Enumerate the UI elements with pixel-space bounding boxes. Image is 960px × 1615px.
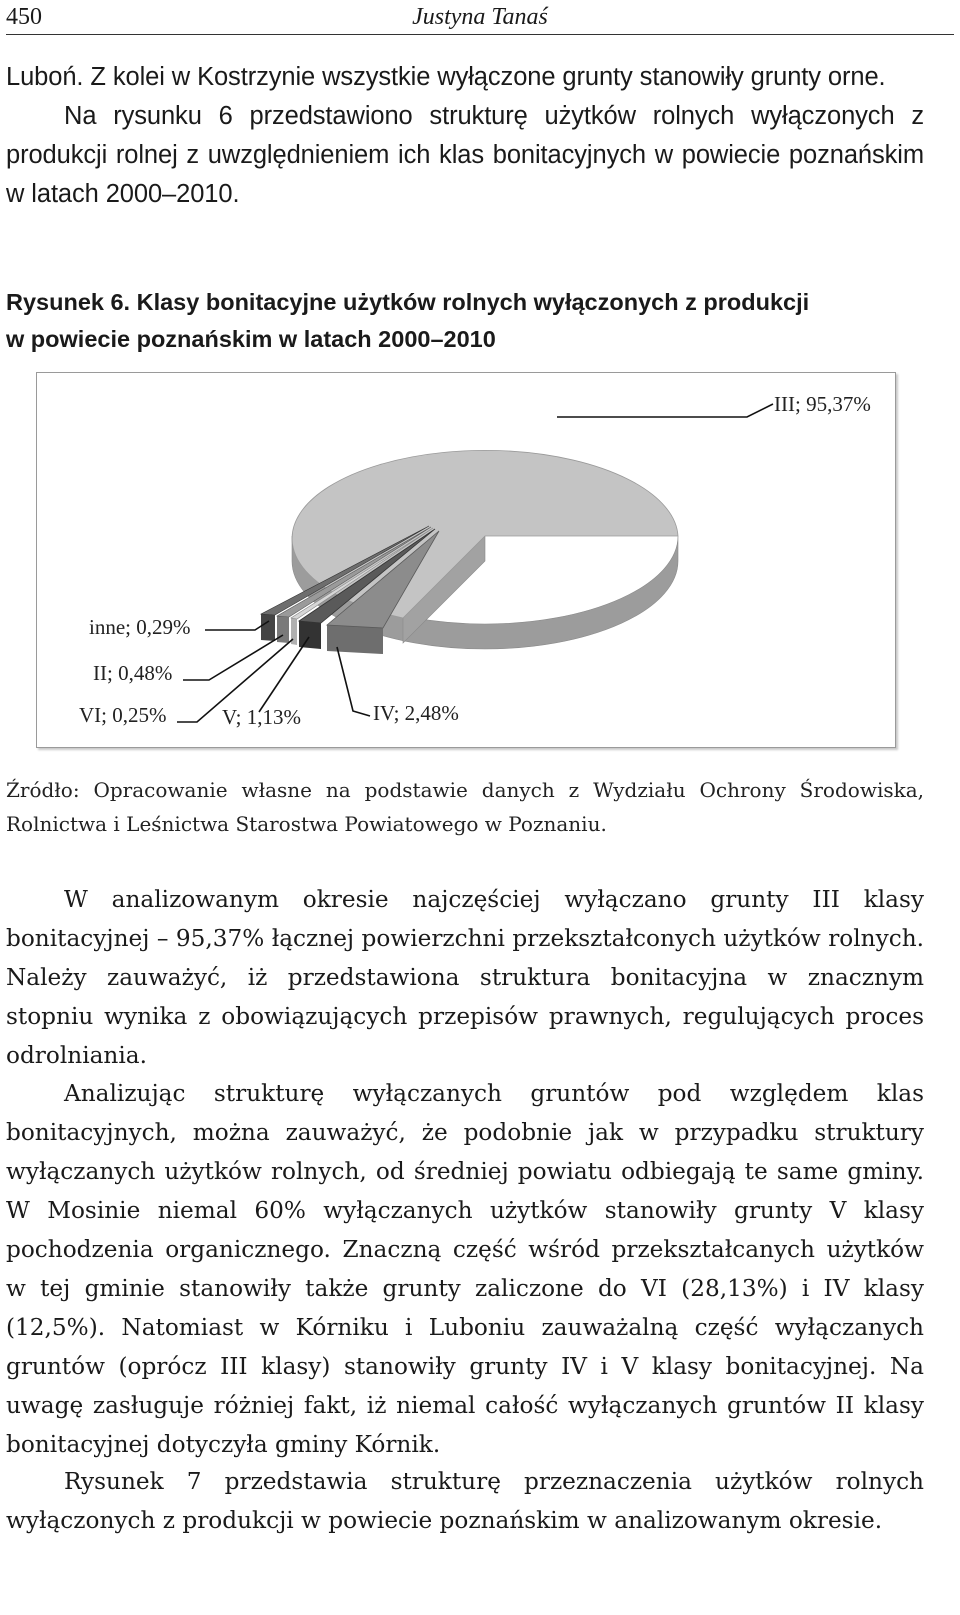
body-paragraph-2-text: Analizując strukturę wyłączanych gruntów pod względem klas bonitacyjnych, można zauważyć, że podobnie jak w przypadku struktury wyłączanych użytków rolnych, od średniej powiatu odbiegają te same gminy. W Mosinie niemal 60% wyłączanych użytków stanowiły grunty V klasy pochodzenia organicznego. Znaczną część wśród przekształcanych użytków w tej gminie stanowiły także grunty zaliczone do VI (28,13%) i IV klasy (12,5%). Natomiast w Kórniku i Luboniu zauważalną część wyłączanych gruntów (oprócz III klasy) stanowiły grunty IV i V klasy bonitacyjnej. Na uwagę zasługuje różniej fakt, iż niemal całość wyłączanych gruntów II klasy bonitacyjnej dotyczyła gminy Kórnik. [6, 1080, 924, 1458]
figure-caption-line-1: Rysunek 6. Klasy bonitacyjne użytków rolnych wyłączonych z produkcji [6, 289, 810, 315]
body-paragraph-3 [6, 1462, 924, 1540]
label-III: III; 95,37% [774, 392, 871, 416]
body-paragraph-3-text: Rysunek 7 przedstawia strukturę przeznaczenia użytków rolnych wyłączonych z produkcji w powiecie poznańskim w analizowanym okresie. [6, 1468, 924, 1534]
label-II: II; 0,48% [93, 661, 173, 685]
slice-inne-side [261, 614, 275, 641]
figure-source-note: Źródło: Opracowanie własne na podstawie danych z Wydziału Ochrony Środowiska, Rolnictwa i Leśnictwa Starostwa Powiatowego w Poznaniu. [6, 778, 924, 836]
page-number: 450 [6, 4, 42, 30]
slice-IV-side [327, 625, 383, 654]
leader-line-III [557, 404, 773, 417]
label-V: V; 1,13% [222, 705, 301, 729]
intro-text-2: Na rysunku 6 przedstawiono strukturę użytków rolnych wyłączonych z produkcji rolnej z uwzględnieniem ich klas bonitacyjnych w powiecie poznańskim w latach 2000–2010. [6, 102, 924, 208]
leader-line-IV [337, 647, 370, 716]
body-paragraph-2 [6, 1074, 924, 1464]
body-paragraph-1-text: W analizowanym okresie najczęściej wyłączano grunty III klasy bonitacyjnej – 95,37% łącznej powierzchni przekształconych użytków rolnych. Należy zauważyć, iż przedstawiona struktura bonitacyjna w znacznym stopniu wynika z obowiązujących przepisów prawnych, regulujących proces odrolniania. [6, 886, 924, 1069]
label-VI: VI; 0,25% [79, 703, 167, 727]
body-paragraph-1 [6, 880, 924, 1075]
pie-chart-figure [36, 372, 896, 748]
running-header [6, 2, 954, 35]
pie-chart-svg [37, 373, 895, 747]
slice-V-side [299, 621, 321, 649]
intro-paragraph [6, 58, 924, 214]
leader-line-inne [205, 621, 269, 630]
label-IV: IV; 2,48% [373, 701, 459, 725]
figure-caption-line-2: w powiecie poznańskim w latach 2000–2010 [6, 326, 496, 352]
running-author: Justyna Tanaś [412, 4, 548, 30]
figure-caption [6, 284, 924, 358]
slice-II-side [277, 616, 289, 643]
leader-line-II [183, 635, 283, 680]
label-inne: inne; 0,29% [89, 615, 191, 639]
leader-line-V [259, 637, 309, 712]
intro-text-1: Luboń. Z kolei w Kostrzynie wszystkie wyłączone grunty stanowiły grunty orne. [6, 63, 886, 91]
